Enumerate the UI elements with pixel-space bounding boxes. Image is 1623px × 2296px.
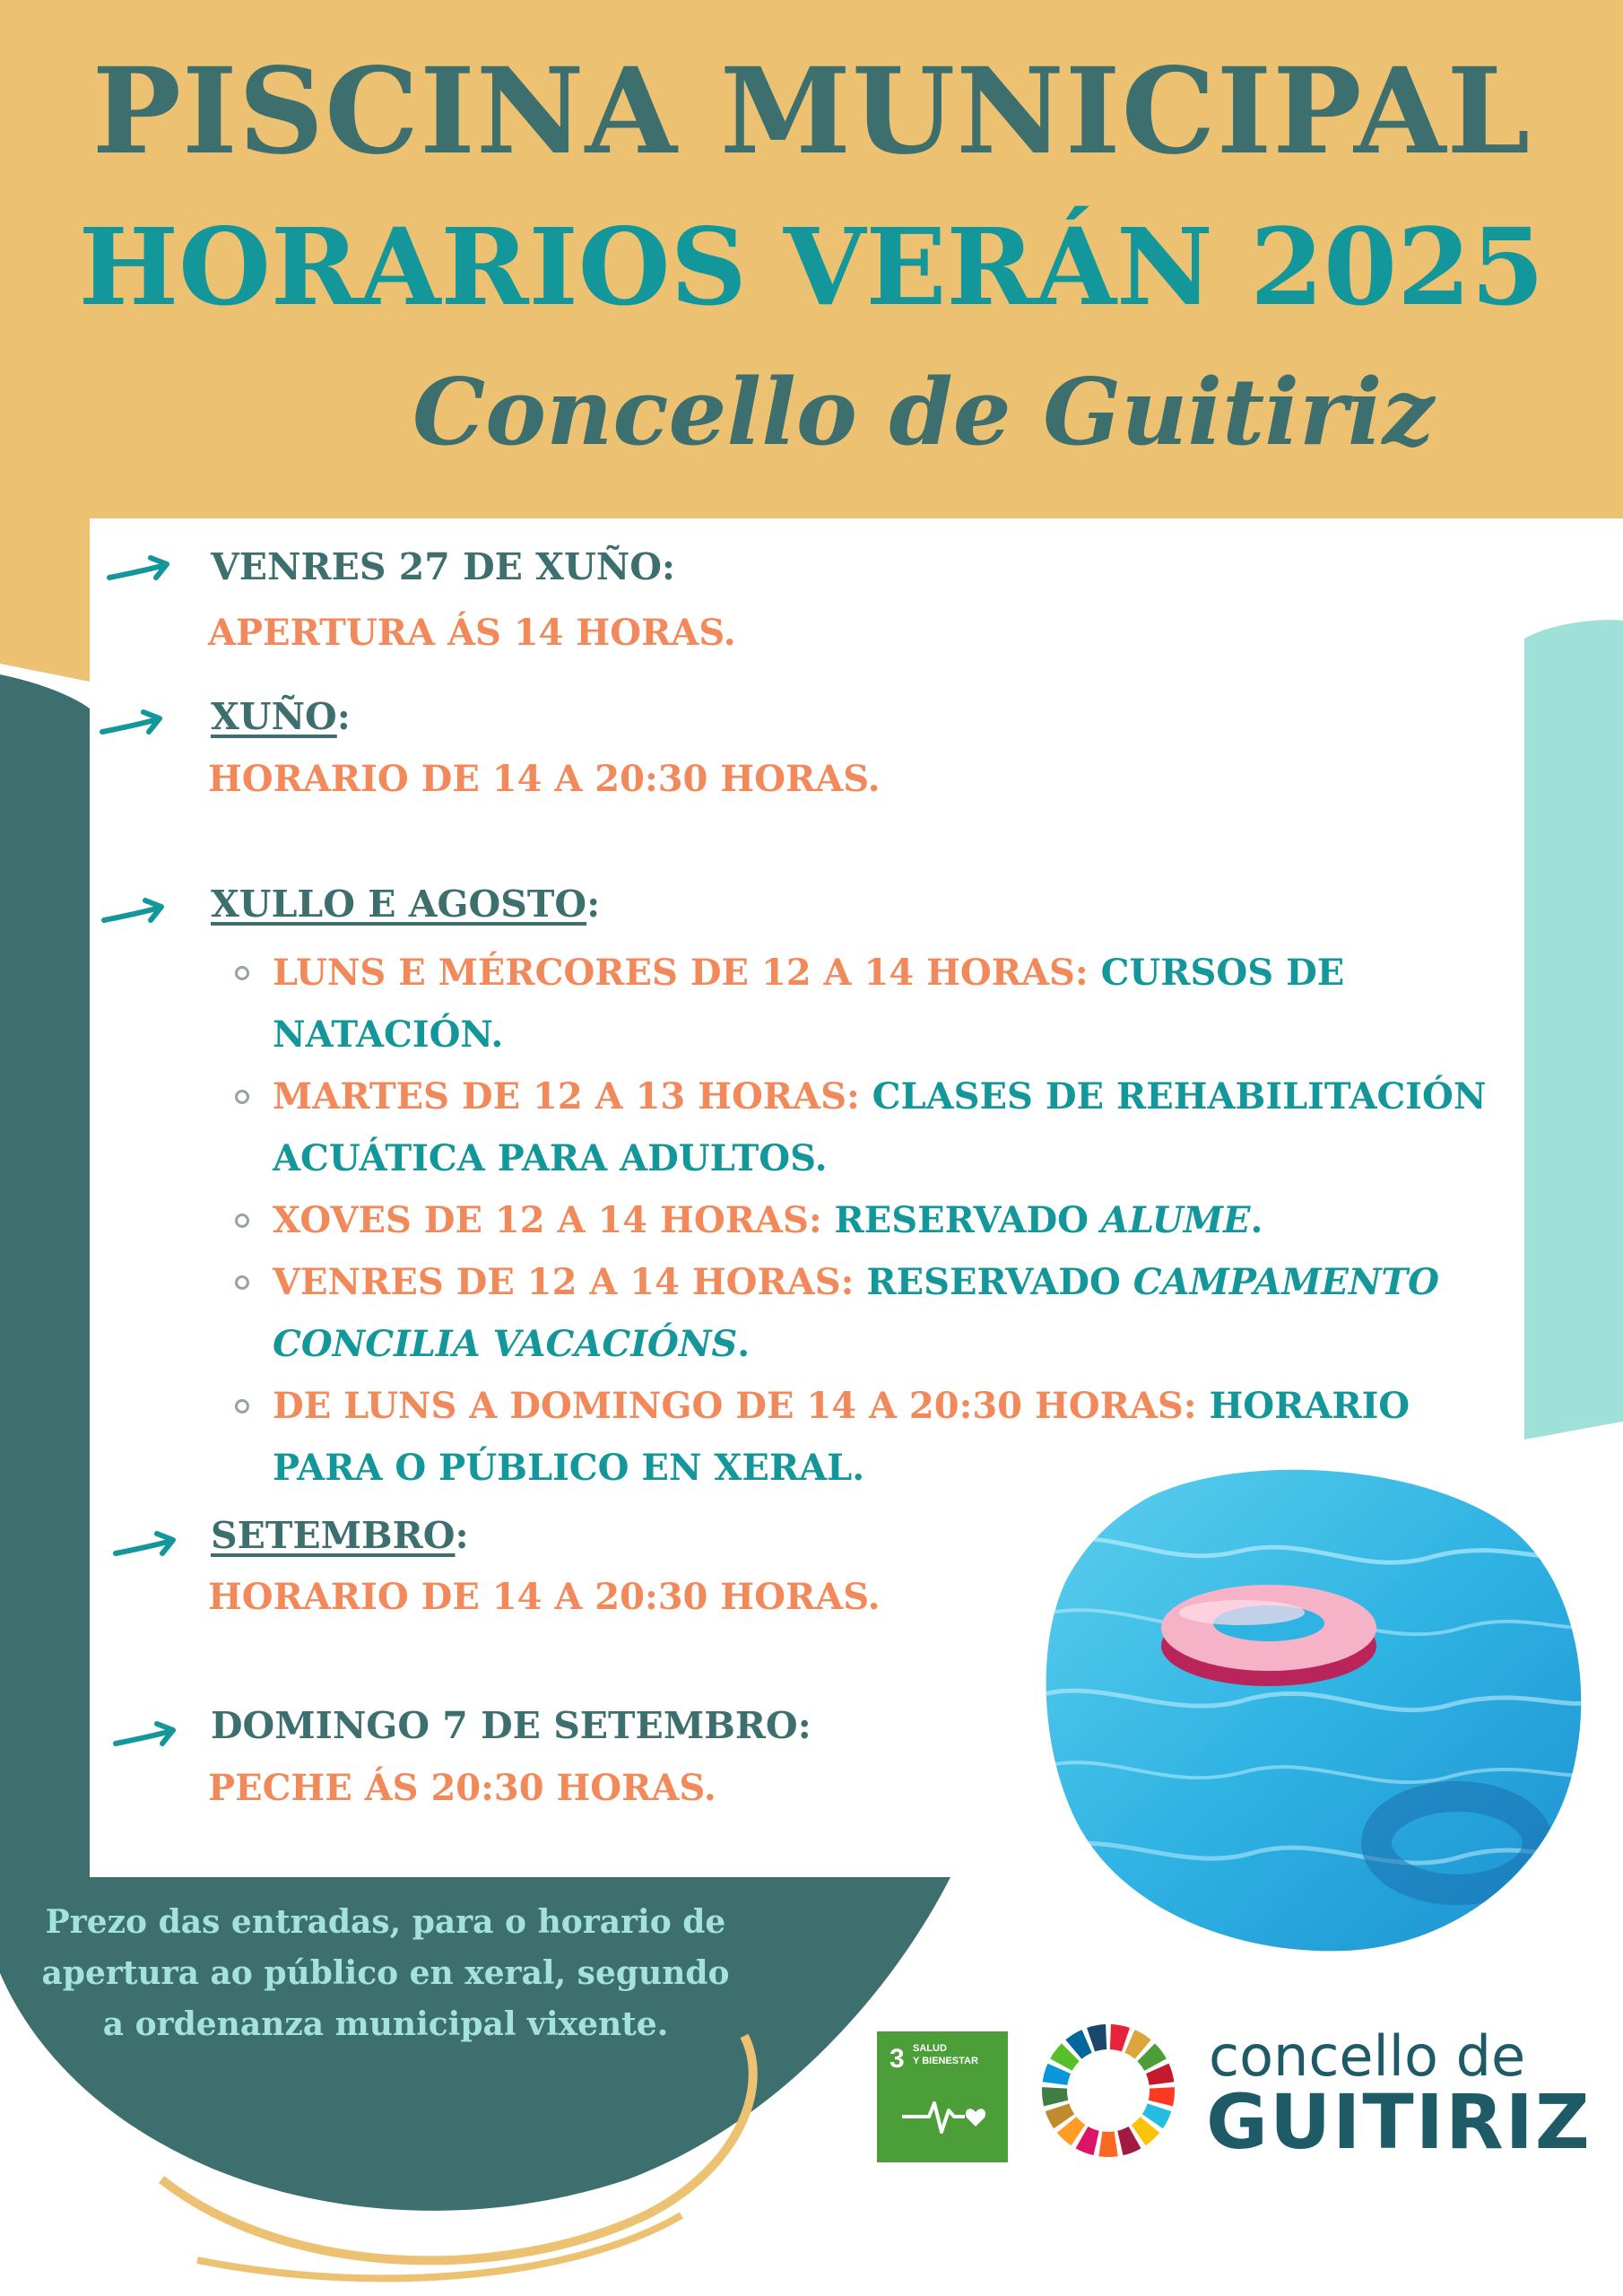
- page-title: PISCINA MUNICIPAL: [91, 42, 1532, 181]
- sdg-wheel-segment: [1110, 2024, 1130, 2051]
- list-item: LUNS E MÉRCORES DE 12 A 14 HORAS: CURSOS DE NATACIÓN.: [235, 942, 1508, 1065]
- bullet-circle-icon: [235, 1399, 249, 1413]
- sdg-wheel-icon: [1040, 2022, 1176, 2159]
- arrow-icon: [100, 897, 169, 929]
- svg-text:Y BIENESTAR: Y BIENESTAR: [913, 2056, 978, 2066]
- sand-curve-bottom-2: [197, 2215, 681, 2278]
- svg-text:SALUD: SALUD: [913, 2043, 947, 2054]
- sdg-wheel-segment: [1042, 2087, 1068, 2106]
- heading-june: XUÑO:: [211, 695, 351, 738]
- list-item: XOVES DE 12 A 14 HORAS: RESERVADO ALUME.: [235, 1189, 1508, 1251]
- organization-heading: Concello de Guitiriz: [412, 359, 1435, 466]
- arrow-icon: [112, 1530, 180, 1562]
- arrow-icon: [112, 1720, 180, 1752]
- price-note: Prezo das entradas, para o horario de apertura ao público en xeral, segundo a ordenanza municipal vixente.: [41, 1903, 730, 2043]
- mint-blob-right: [1524, 620, 1623, 1439]
- bullet-circle-icon: [235, 966, 249, 980]
- text-opening: APERTURA ÁS 14 HORAS.: [208, 612, 736, 654]
- heading-july-august: XULLO E AGOSTO:: [211, 883, 601, 926]
- logo-line2: GUITIRIZ: [1206, 2078, 1592, 2166]
- list-item: MARTES DE 12 A 13 HORAS: CLASES DE REHABILITACIÓN ACUÁTICA PARA ADULTOS.: [235, 1065, 1508, 1189]
- text-june: HORARIO DE 14 A 20:30 HORAS.: [208, 758, 881, 800]
- arrow-icon: [99, 709, 167, 741]
- heading-opening: VENRES 27 DE XUÑO:: [211, 545, 676, 588]
- bullet-circle-icon: [235, 1090, 249, 1104]
- page-subtitle: HORARIOS VERÁN 2025: [78, 204, 1545, 329]
- list-item: VENRES DE 12 A 14 HORAS: RESERVADO CAMPAMENTO CONCILIA VACACIÓNS.: [235, 1251, 1508, 1375]
- sdg3-badge-icon: [877, 2031, 1008, 2162]
- text-closing: PECHE ÁS 20:30 HORAS.: [208, 1767, 716, 1809]
- logo-line1: concello de: [1209, 2023, 1526, 2089]
- svg-text:3: 3: [890, 2044, 905, 2074]
- heading-closing: DOMINGO 7 DE SETEMBRO:: [211, 1704, 812, 1747]
- list-item: DE LUNS A DOMINGO DE 14 A 20:30 HORAS: HORARIO PARA O PÚBLICO EN XERAL.: [235, 1375, 1508, 1499]
- bullet-circle-icon: [235, 1275, 249, 1290]
- sdg-wheel-segment: [1149, 2087, 1175, 2106]
- july-august-list: [235, 942, 1508, 1499]
- sdg-wheel-segment: [1098, 2132, 1117, 2157]
- pool-float-image: [1040, 1462, 1596, 1955]
- text-september: HORARIO DE 14 A 20:30 HORAS.: [208, 1576, 881, 1618]
- bullet-circle-icon: [235, 1213, 249, 1228]
- heading-september: SETEMBRO:: [211, 1514, 469, 1557]
- sdg-wheel-segment: [1087, 2024, 1107, 2051]
- arrow-icon: [106, 554, 174, 587]
